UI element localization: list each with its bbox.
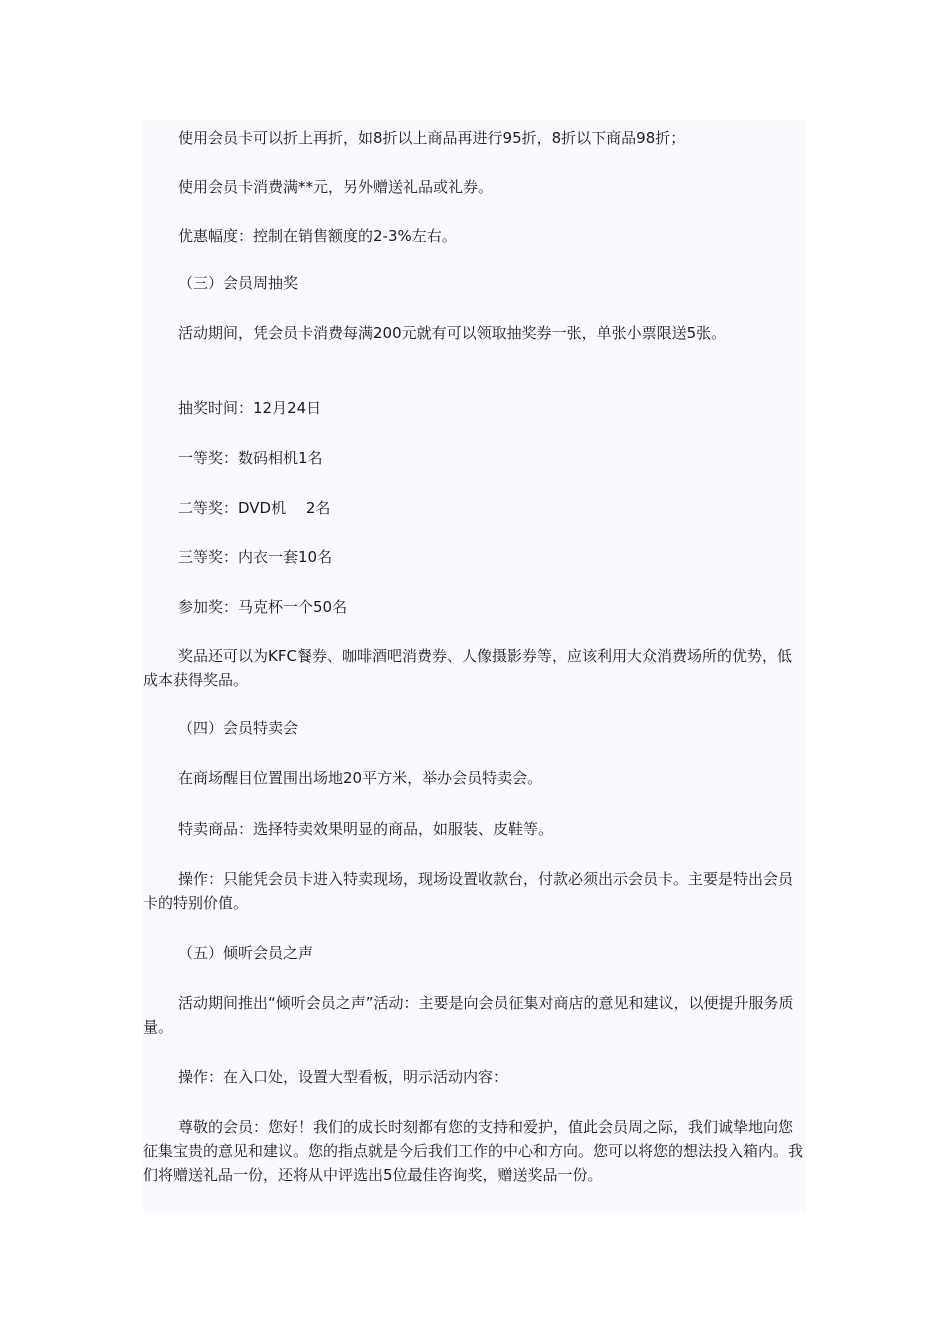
paragraph-voice-operation: 操作：在入口处，设置大型看板，明示活动内容：	[178, 1068, 509, 1086]
paragraph-discount-rule: 使用会员卡可以折上再折，如8折以上商品再进行95折，8折以下商品98折；	[178, 129, 686, 147]
paragraph-voice-activity: 活动期间推出“倾听会员之声”活动：主要是向会员征集对商店的意见和建议，以便提升服务质量。	[143, 994, 794, 1036]
paragraph-lottery-rule: 活动期间，凭会员卡消费每满200元就有可以领取抽奖券一张，单张小票限送5张。	[178, 324, 727, 342]
paragraph-sale-operation: 操作：只能凭会员卡进入特卖现场，现场设置收款台，付款必须出示会员卡。主要是特出会员卡的特别价值。	[143, 870, 794, 912]
paragraph-gift-rule: 使用会员卡消费满**元，另外赠送礼品或礼券。	[178, 178, 494, 196]
paragraph-sale-goods: 特卖商品：选择特卖效果明显的商品，如服装、皮鞋等。	[178, 820, 554, 838]
paragraph-discount-range: 优惠幅度：控制在销售额度的2-3%左右。	[178, 227, 457, 245]
paragraph-prize-alternatives: 奖品还可以为KFC餐券、咖啡酒吧消费券、人像摄影券等，应该利用大众消费场所的优势，低成本获得奖品。	[143, 647, 792, 689]
paragraph-sale-venue: 在商场醒目位置围出场地20平方米，举办会员特卖会。	[178, 769, 543, 787]
section-heading-member-voice: （五）倾听会员之声	[178, 944, 314, 962]
paragraph-first-prize: 一等奖：数码相机1名	[178, 449, 323, 467]
document-body	[143, 120, 806, 1213]
paragraph-third-prize: 三等奖：内衣一套10名	[178, 548, 333, 566]
paragraph-participation-prize: 参加奖：马克杯一个50名	[178, 598, 348, 616]
section-heading-lottery: （三）会员周抽奖	[178, 274, 299, 292]
section-heading-special-sale: （四）会员特卖会	[178, 719, 299, 737]
paragraph-member-letter: 尊敬的会员：您好！我们的成长时刻都有您的支持和爱护，值此会员周之际，我们诚挚地向您征集宝贵的意见和建议。您的指点就是今后我们工作的中心和方向。您可以将您的想法投入箱内。我们将赠送礼品一份，还将从中评选出5位最佳咨询奖，赠送奖品一份。	[143, 1118, 804, 1184]
paragraph-second-prize: 二等奖：DVD机 2名	[178, 499, 331, 517]
paragraph-lottery-date: 抽奖时间：12月24日	[178, 399, 322, 417]
